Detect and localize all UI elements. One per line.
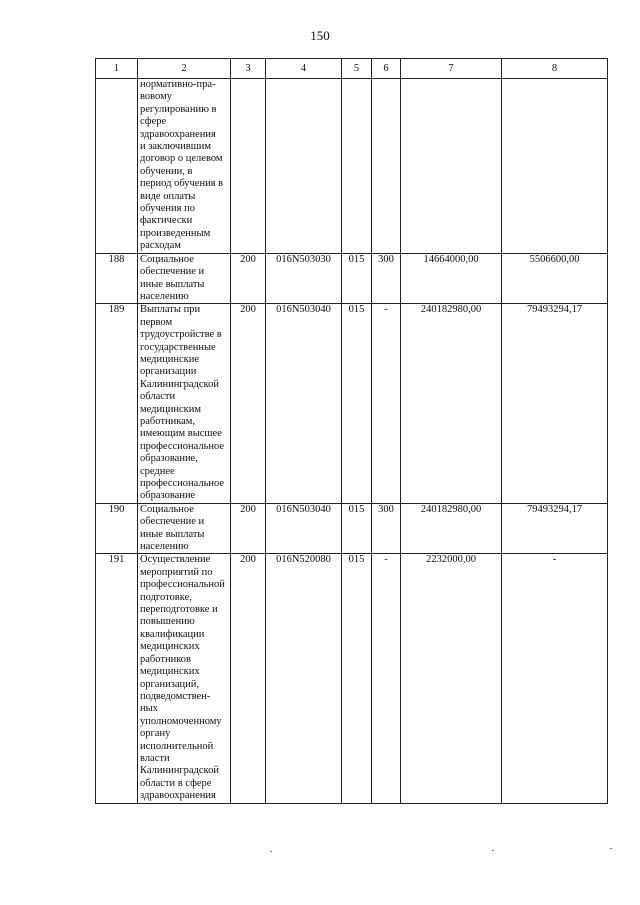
- cell-c6: 300: [372, 253, 401, 304]
- row-description: [138, 554, 231, 803]
- description-line: работникам,: [140, 415, 196, 427]
- description-line: расходам: [140, 240, 181, 252]
- description-line: нормативно-пра-: [140, 79, 216, 90]
- description-line: иные выплаты: [140, 528, 205, 540]
- cell-c6: [372, 79, 401, 254]
- description-line: первом: [140, 316, 173, 328]
- description-line: профессиональное: [140, 440, 225, 452]
- scan-speck: [270, 851, 272, 852]
- cell-c3: 200: [231, 503, 266, 554]
- description-line: государственные: [140, 341, 216, 353]
- row-number: 189: [96, 304, 138, 504]
- col-header-5: 5: [342, 59, 372, 79]
- cell-c8: 79493294,17: [502, 304, 608, 504]
- col-header-3: 3: [231, 59, 266, 79]
- col-header-4: 4: [266, 59, 342, 79]
- col-header-7: 7: [401, 59, 502, 79]
- description-line: обучении, в: [140, 165, 193, 177]
- cell-c4: 016N503040: [266, 503, 342, 554]
- description-line: обеспечение и: [140, 516, 205, 528]
- cell-c8: -: [502, 554, 608, 803]
- description-line: профессиональное: [140, 478, 225, 489]
- description-line: Социальное: [140, 503, 194, 515]
- description-line: здравоохранения: [140, 790, 216, 802]
- row-description: [138, 79, 231, 254]
- row-number: 191: [96, 554, 138, 803]
- col-header-1: 1: [96, 59, 138, 79]
- cell-c6: -: [372, 304, 401, 504]
- cell-c7: 240182980,00: [401, 304, 502, 504]
- table-row: [96, 554, 608, 803]
- header-row: [96, 59, 608, 79]
- cell-c7: [401, 79, 502, 254]
- description-line: области: [140, 391, 176, 403]
- row-number: [96, 79, 138, 254]
- description-line: квалификации: [140, 628, 205, 640]
- description-line: договор о целевом: [140, 153, 223, 165]
- description-line: произведенным: [140, 227, 211, 239]
- description-line: медицинские: [140, 353, 200, 365]
- table-row: [96, 253, 608, 304]
- row-description: [138, 253, 231, 304]
- cell-c8: 79493294,17: [502, 503, 608, 554]
- description-line: образование: [140, 490, 196, 502]
- scan-speck: [492, 850, 494, 851]
- cell-c4: 016N520080: [266, 554, 342, 803]
- description-line: регулированию в: [140, 103, 217, 115]
- cell-c5: 015: [342, 253, 372, 304]
- table-row: [96, 304, 608, 504]
- cell-c5: [342, 79, 372, 254]
- description-line: среднее: [140, 465, 175, 477]
- col-header-2: 2: [138, 59, 231, 79]
- description-line: органу: [140, 728, 171, 740]
- description-line: повышению: [140, 616, 195, 628]
- col-header-6: 6: [372, 59, 401, 79]
- description-line: фактически: [140, 215, 193, 227]
- cell-c7: 240182980,00: [401, 503, 502, 554]
- description-line: работников: [140, 653, 191, 665]
- description-line: области в сфере: [140, 777, 212, 789]
- cell-c3: 200: [231, 554, 266, 803]
- description-line: переподготовке и: [140, 604, 218, 616]
- description-line: иные выплаты: [140, 278, 205, 290]
- description-line: населению: [140, 541, 189, 553]
- description-line: Выплаты при: [140, 304, 201, 316]
- cell-c8: [502, 79, 608, 254]
- cell-c8: 5506600,00: [502, 253, 608, 304]
- description-line: организаций,: [140, 678, 199, 690]
- description-line: Калининградской: [140, 378, 219, 390]
- cell-c3: [231, 79, 266, 254]
- description-line: сфере: [140, 116, 167, 128]
- description-line: обучения по: [140, 203, 195, 215]
- page-number: 150: [310, 28, 330, 43]
- description-line: период обучения в: [140, 178, 224, 190]
- cell-c6: 300: [372, 503, 401, 554]
- cell-c6: -: [372, 554, 401, 803]
- description-line: обеспечение и: [140, 266, 205, 278]
- description-line: профессиональной: [140, 579, 225, 591]
- description-line: Социальное: [140, 253, 194, 265]
- table-row: [96, 503, 608, 554]
- cell-c3: 200: [231, 253, 266, 304]
- description-line: власти: [140, 752, 170, 764]
- description-line: здравоохранения: [140, 128, 216, 140]
- row-description: [138, 503, 231, 554]
- description-line: Осуществление: [140, 554, 211, 566]
- row-number: 188: [96, 253, 138, 304]
- description-line: медицинских: [140, 641, 200, 653]
- cell-c7: 14664000,00: [401, 253, 502, 304]
- table-row: [96, 79, 608, 254]
- description-line: подведомствен-: [140, 690, 211, 702]
- description-line: ных: [140, 703, 158, 715]
- description-line: медицинских: [140, 666, 200, 678]
- description-line: медицинским: [140, 403, 202, 415]
- description-line: образование,: [140, 453, 198, 465]
- cell-c5: 015: [342, 503, 372, 554]
- description-line: населению: [140, 290, 189, 302]
- row-number: 190: [96, 503, 138, 554]
- description-line: Калининградской: [140, 765, 219, 777]
- description-line: трудоустройстве в: [140, 329, 222, 341]
- description-line: подготовке,: [140, 591, 192, 603]
- col-header-8: 8: [502, 59, 608, 79]
- cell-c4: [266, 79, 342, 254]
- row-description: [138, 304, 231, 504]
- description-line: и заключившим: [140, 141, 212, 153]
- description-line: виде оплаты: [140, 190, 196, 202]
- description-line: имеющим высшее: [140, 428, 222, 440]
- cell-c3: 200: [231, 304, 266, 504]
- description-line: мероприятий по: [140, 566, 213, 578]
- description-line: организации: [140, 366, 197, 378]
- description-line: вовому: [140, 91, 172, 103]
- cell-c4: 016N503030: [266, 253, 342, 304]
- description-line: уполномоченному: [140, 715, 222, 727]
- cell-c4: 016N503040: [266, 304, 342, 504]
- scan-speck: [610, 848, 612, 849]
- budget-table: [95, 58, 608, 804]
- cell-c5: 015: [342, 554, 372, 803]
- cell-c7: 2232000,00: [401, 554, 502, 803]
- cell-c5: 015: [342, 304, 372, 504]
- description-line: исполнительной: [140, 740, 214, 752]
